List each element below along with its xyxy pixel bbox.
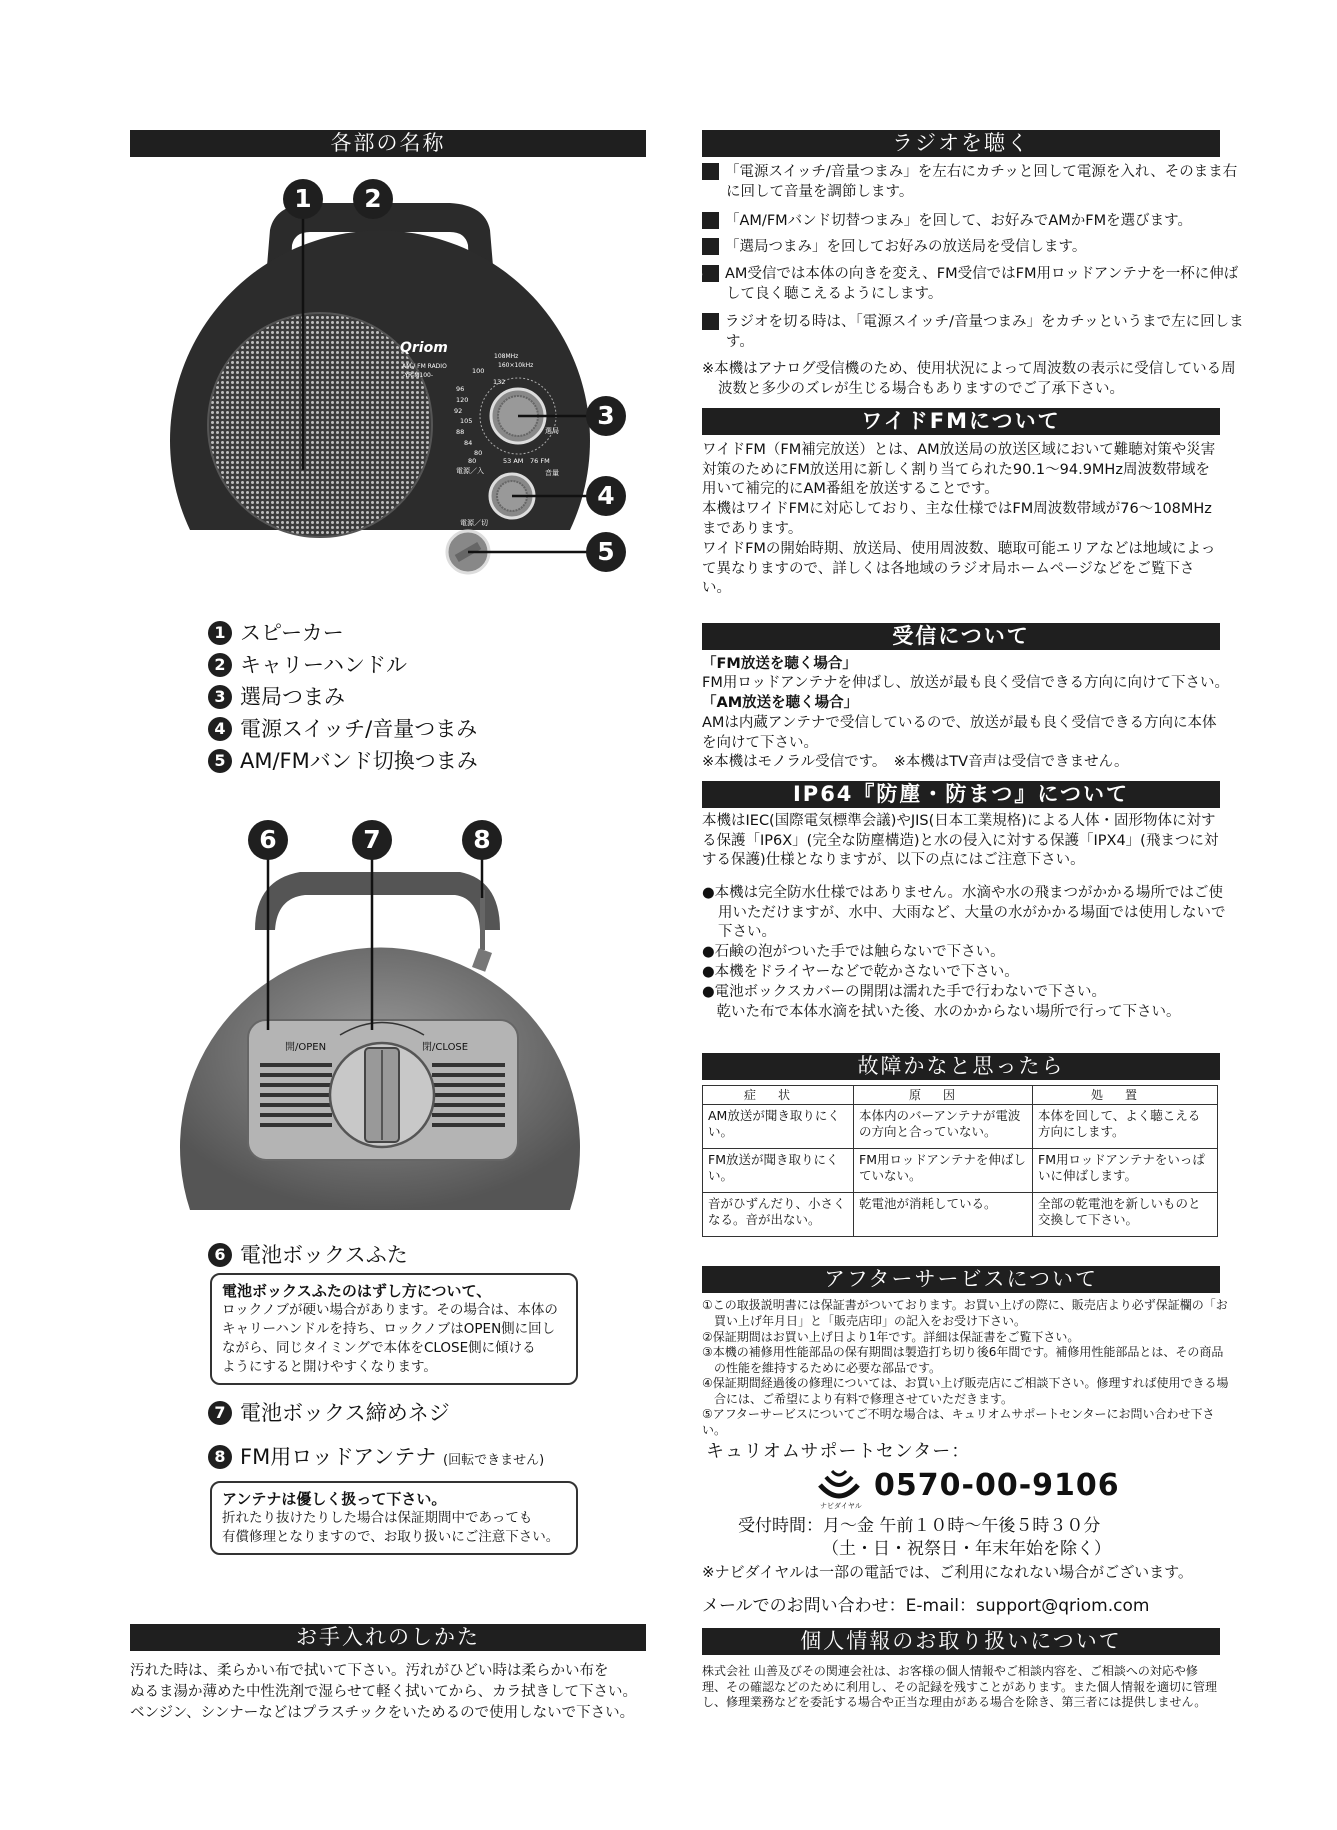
- listen-section-header: ラジオを聴く: [702, 130, 1220, 157]
- antenna-note: [210, 1481, 578, 1555]
- battery-note-line: ながら、同じタイミングで本体をCLOSE側に傾ける: [222, 1340, 536, 1356]
- privacy-text: 株式会社 山善及びその関連会社は、お客様の個人情報やご相談内容を、ご相談への対応や修理、その確認などのために利用し、その記録を残すことがあります。また個人情報を適切に管理し、修理業務などを委託する場合や正当な理由がある場合を除き、第三者には提供しません。: [702, 1664, 1218, 1709]
- callout-5: 5: [586, 532, 626, 572]
- brand-logo: Qriom: [400, 340, 448, 356]
- battery-cover-note: [210, 1273, 578, 1385]
- wide-fm-text: ワイドFM（FM補完放送）とは、AM放送局の放送区域において難聴対策や災害対策のためにFM放送用に新しく割り当てられた90.1〜94.9MHz周波数帯域を用いて補完的にAM番組を放送することです。: [702, 442, 1216, 497]
- back-handle: [255, 872, 500, 930]
- svg-text:120: 120: [456, 396, 469, 404]
- troubleshooting-table: [702, 1085, 1218, 1237]
- ip64-bullet: 乾いた布で本体水滴を拭いた後、水のかからない場所で行って下さい。: [702, 1004, 1181, 1020]
- callout-1: 1: [283, 179, 323, 219]
- svg-text:132: 132: [493, 378, 506, 386]
- part-2: 2 キャリーハンドル: [208, 650, 407, 680]
- listen-step-4: 4 AM受信では本体の向きを変え、FM受信ではFM用ロッドアンテナを一杯に伸ばして良く聴こえるようにします。: [694, 266, 1239, 302]
- table-cell: FM放送が聞き取りにくい。: [703, 1149, 854, 1193]
- after-service-section-header: アフターサービスについて: [702, 1266, 1220, 1293]
- wide-fm-text3: ワイドFMの開始時期、放送局、使用周波数、聴取可能エリアなどは地域によって異なりますので、詳しくは各地域のラジオ局ホームページなどをご覧下さい。: [702, 541, 1216, 596]
- scale-top2: 160×10kHz: [498, 362, 534, 369]
- table-header: 症状: [703, 1086, 854, 1105]
- part-1: 1 スピーカー: [208, 618, 344, 648]
- svg-text:80: 80: [474, 449, 483, 457]
- table-header: 処置: [1033, 1086, 1218, 1105]
- ip64-section-header: IP64『防塵・防まつ』について: [702, 781, 1220, 808]
- ip64-bullet: ●石鹸の泡がついた手では触らないで下さい。: [702, 944, 1005, 960]
- am-reception-heading: 「AM放送を聴く場合」: [702, 695, 859, 711]
- parts-section-header: 各部の名称: [130, 130, 646, 157]
- callout-4: 4: [586, 476, 626, 516]
- table-row: [703, 1149, 1218, 1193]
- antenna-note-line: 折れたり抜けたりした場合は保証期間中であっても: [222, 1510, 533, 1526]
- close-label: 閉/CLOSE: [422, 1042, 469, 1053]
- trouble-section-header: 故障かなと思ったら: [702, 1053, 1220, 1080]
- listen-step-3: 3 「選局つまみ」を回してお好みの放送局を受信します。: [694, 239, 1087, 255]
- model-line2: -YR-M100-: [403, 372, 434, 379]
- part-6: 6 電池ボックスふた: [208, 1240, 408, 1270]
- battery-note-line: ロックノブが硬い場合があります。その場合は、本体の: [222, 1302, 558, 1318]
- battery-note-line: キャリーハンドルを持ち、ロックノブはOPEN側に回し: [222, 1321, 556, 1337]
- svg-text:80: 80: [468, 457, 477, 465]
- table-cell: 本体を回して、よく聴こえる方向にします。: [1033, 1105, 1218, 1149]
- callout-7: 7: [352, 820, 392, 860]
- after-service-item: ①この取扱説明書には保証書がついております。お買い上げの際に、販売店より必ず保証欄の「お買い上げ年月日」と「販売店印」の記入をお受け下さい。: [702, 1298, 1228, 1328]
- fm-label: FM・: [428, 551, 444, 559]
- fm-reception-text: FM用ロッドアンテナを伸ばし、放送が最も良く受信できる方向に向けて下さい。: [702, 675, 1230, 691]
- antenna-note-title: アンテナは優しく扱って下さい。: [222, 1490, 447, 1508]
- callout-6: 6: [248, 820, 288, 860]
- listen-note: ※本機はアナログ受信機のため、使用状況によって周波数の表示に受信している周波数と多少のズレが生じる場合もありますのでご了承下さい。: [702, 361, 1236, 397]
- svg-text:92: 92: [454, 407, 463, 415]
- svg-text:105: 105: [460, 417, 473, 425]
- table-cell: FM用ロッドアンテナをいっぱいに伸ばします。: [1033, 1149, 1218, 1193]
- part-7: 7 電池ボックス締めネジ: [208, 1398, 450, 1428]
- after-service-item: ②保証期間はお買い上げ日より1年です。詳細は保証書をご覧下さい。: [702, 1330, 1080, 1344]
- care-line: ぬるま湯か薄めた中性洗剤で湿らせて軽く拭いてから、カラ拭きして下さい。: [130, 1684, 638, 1700]
- listen-step-5: 5 ラジオを切る時は、「電源スイッチ/音量つまみ」をカチッというまで左に回します。: [694, 314, 1244, 350]
- am-label: AM・: [426, 539, 443, 547]
- care-line: ベンジン、シンナーなどはプラスチックをいためるので使用しないで下さい。: [130, 1705, 635, 1721]
- battery-note-line: ようにすると開けやすくなります。: [222, 1359, 437, 1375]
- table-cell: AM放送が聞き取りにくい。: [703, 1105, 854, 1149]
- table-cell: FM用ロッドアンテナを伸ばしていない。: [854, 1149, 1033, 1193]
- callout-3: 3: [586, 396, 626, 436]
- open-label: 開/OPEN: [285, 1042, 327, 1053]
- antenna-note-line: 有償修理となりますので、お取り扱いにご注意下さい。: [222, 1529, 560, 1545]
- speaker-grille: [208, 313, 432, 537]
- care-section-header: お手入れのしかた: [130, 1624, 646, 1651]
- model-line1: AM / FM RADIO: [402, 363, 447, 370]
- support-phone[interactable]: 0570-00-9106: [874, 1468, 1120, 1503]
- wide-fm-text2: 本機はワイドFMに対応しており、主な仕様ではFM周波数帯域が76〜108MHzまであります。: [702, 501, 1212, 537]
- reception-note: ※本機はモノラル受信です。 ※本機はTV音声は受信できません。: [702, 754, 1129, 770]
- after-service-item: ⑤アフターサービスについてご不明な場合は、キュリオムサポートセンターにお問い合わせ下さい。: [702, 1407, 1215, 1437]
- privacy-section-header: 個人情報のお取り扱いについて: [702, 1628, 1220, 1655]
- radio-front-illustration: [150, 170, 650, 610]
- part-8: 8 FM用ロッドアンテナ (回転できません): [208, 1442, 544, 1476]
- ip64-bullet: ●本機をドライヤーなどで乾かさないで下さい。: [702, 964, 1019, 980]
- part-4: 4 電源スイッチ/音量つまみ: [208, 714, 477, 744]
- table-cell: 乾電池が消耗している。: [854, 1193, 1033, 1237]
- reception-section-header: 受信について: [702, 623, 1220, 650]
- support-hours: 受付時間：月〜金 午前１０時〜午後５時３０分: [738, 1516, 1101, 1536]
- radio-back-illustration: [160, 810, 600, 1230]
- power-on-label: 電源／入: [456, 467, 484, 475]
- band-label: バンド切換: [408, 564, 441, 572]
- fm-reception-heading: 「FM放送を聴く場合」: [702, 656, 857, 672]
- part-3: 3 選局つまみ: [208, 682, 345, 712]
- ip64-bullet: ●電池ボックスカバーの開閉は濡れた手で行わないで下さい。: [702, 984, 1107, 1000]
- table-header: 原因: [854, 1086, 1033, 1105]
- svg-text:53 AM: 53 AM: [503, 457, 524, 465]
- table-row: [703, 1193, 1218, 1237]
- scale-top: 108MHz: [494, 353, 519, 360]
- svg-text:84: 84: [464, 439, 473, 447]
- callout-2: 2: [353, 179, 393, 219]
- navi-dial-icon: [816, 1467, 862, 1509]
- part-5: 5 AM/FMバンド切換つまみ: [208, 746, 478, 776]
- svg-text:88: 88: [456, 428, 465, 436]
- listen-step-2: 2 「AM/FMバンド切替つまみ」を回して、お好みでAMかFMを選びます。: [694, 213, 1192, 229]
- svg-text:96: 96: [456, 385, 465, 393]
- table-cell: 全部の乾電池を新しいものと交換して下さい。: [1033, 1193, 1218, 1237]
- listen-step-1: 1 「電源スイッチ/音量つまみ」を左右にカチッと回して電源を入れ、そのまま右に回して音量を調節します。: [694, 164, 1238, 200]
- support-center-label: キュリオムサポートセンター：: [706, 1441, 971, 1462]
- after-service-item: ④保証期間経過後の修理については、お買い上げ販売店にご相談下さい。修理すれば使用できる場合には、ご希望により有料で修理させていただきます。: [702, 1376, 1229, 1406]
- support-email[interactable]: メールでのお問い合わせ：E-mail：support@qriom.com: [702, 1596, 1150, 1616]
- battery-note-title: 電池ボックスふたのはずし方について、: [222, 1282, 492, 1300]
- navi-dial-note: ※ナビダイヤルは一部の電話では、ご利用になれない場合がございます。: [702, 1563, 1193, 1581]
- ip64-bullet: ●本機は完全防水仕様ではありません。水滴や水の飛まつがかかる場所ではご使用いただけますが、水中、大雨など、大量の水がかかる場面では使用しないで下さい。: [702, 885, 1226, 940]
- table-cell: 本体内のバーアンテナが電波の方向と合っていない。: [854, 1105, 1033, 1149]
- callout-8: 8: [462, 820, 502, 860]
- after-service-item: ③本機の補修用性能部品の保有期間は製造打ち切り後6年間です。補修用性能部品とは、その商品の性能を維持するために必要な部品です。: [702, 1345, 1224, 1375]
- power-off-label: 電源／切: [460, 519, 488, 527]
- tuning-label: 選局: [545, 427, 559, 435]
- care-line: 汚れた時は、柔らかい布で拭いて下さい。汚れがひどい時は柔らかい布を: [130, 1663, 609, 1679]
- svg-text:ナビダイヤル: ナビダイヤル: [820, 1502, 862, 1509]
- support-hours-exclusion: （土・日・祝祭日・年末年始を除く）: [822, 1539, 1111, 1559]
- ip64-text: 本機はIEC(国際電気標準会議)やJIS(日本工業規格)による人体・固形物体に対する保護「IP6X」(完全な防塵構造)と水の侵入に対する保護「IPX4」(飛まつに対する保護)仕様となりますが、以下の点にはご注意下さい。: [702, 813, 1219, 868]
- table-row: [703, 1105, 1218, 1149]
- volume-label: 音量: [545, 469, 559, 477]
- svg-text:100: 100: [472, 367, 485, 375]
- am-reception-text: AMは内蔵アンテナで受信しているので、放送が最も良く受信できる方向に本体を向けて下さい。: [702, 715, 1217, 751]
- table-cell: 音がひずんだり、小さくなる。音が出ない。: [703, 1193, 854, 1237]
- wide-fm-section-header: ワイドFMについて: [702, 408, 1220, 435]
- svg-text:76 FM: 76 FM: [530, 457, 550, 465]
